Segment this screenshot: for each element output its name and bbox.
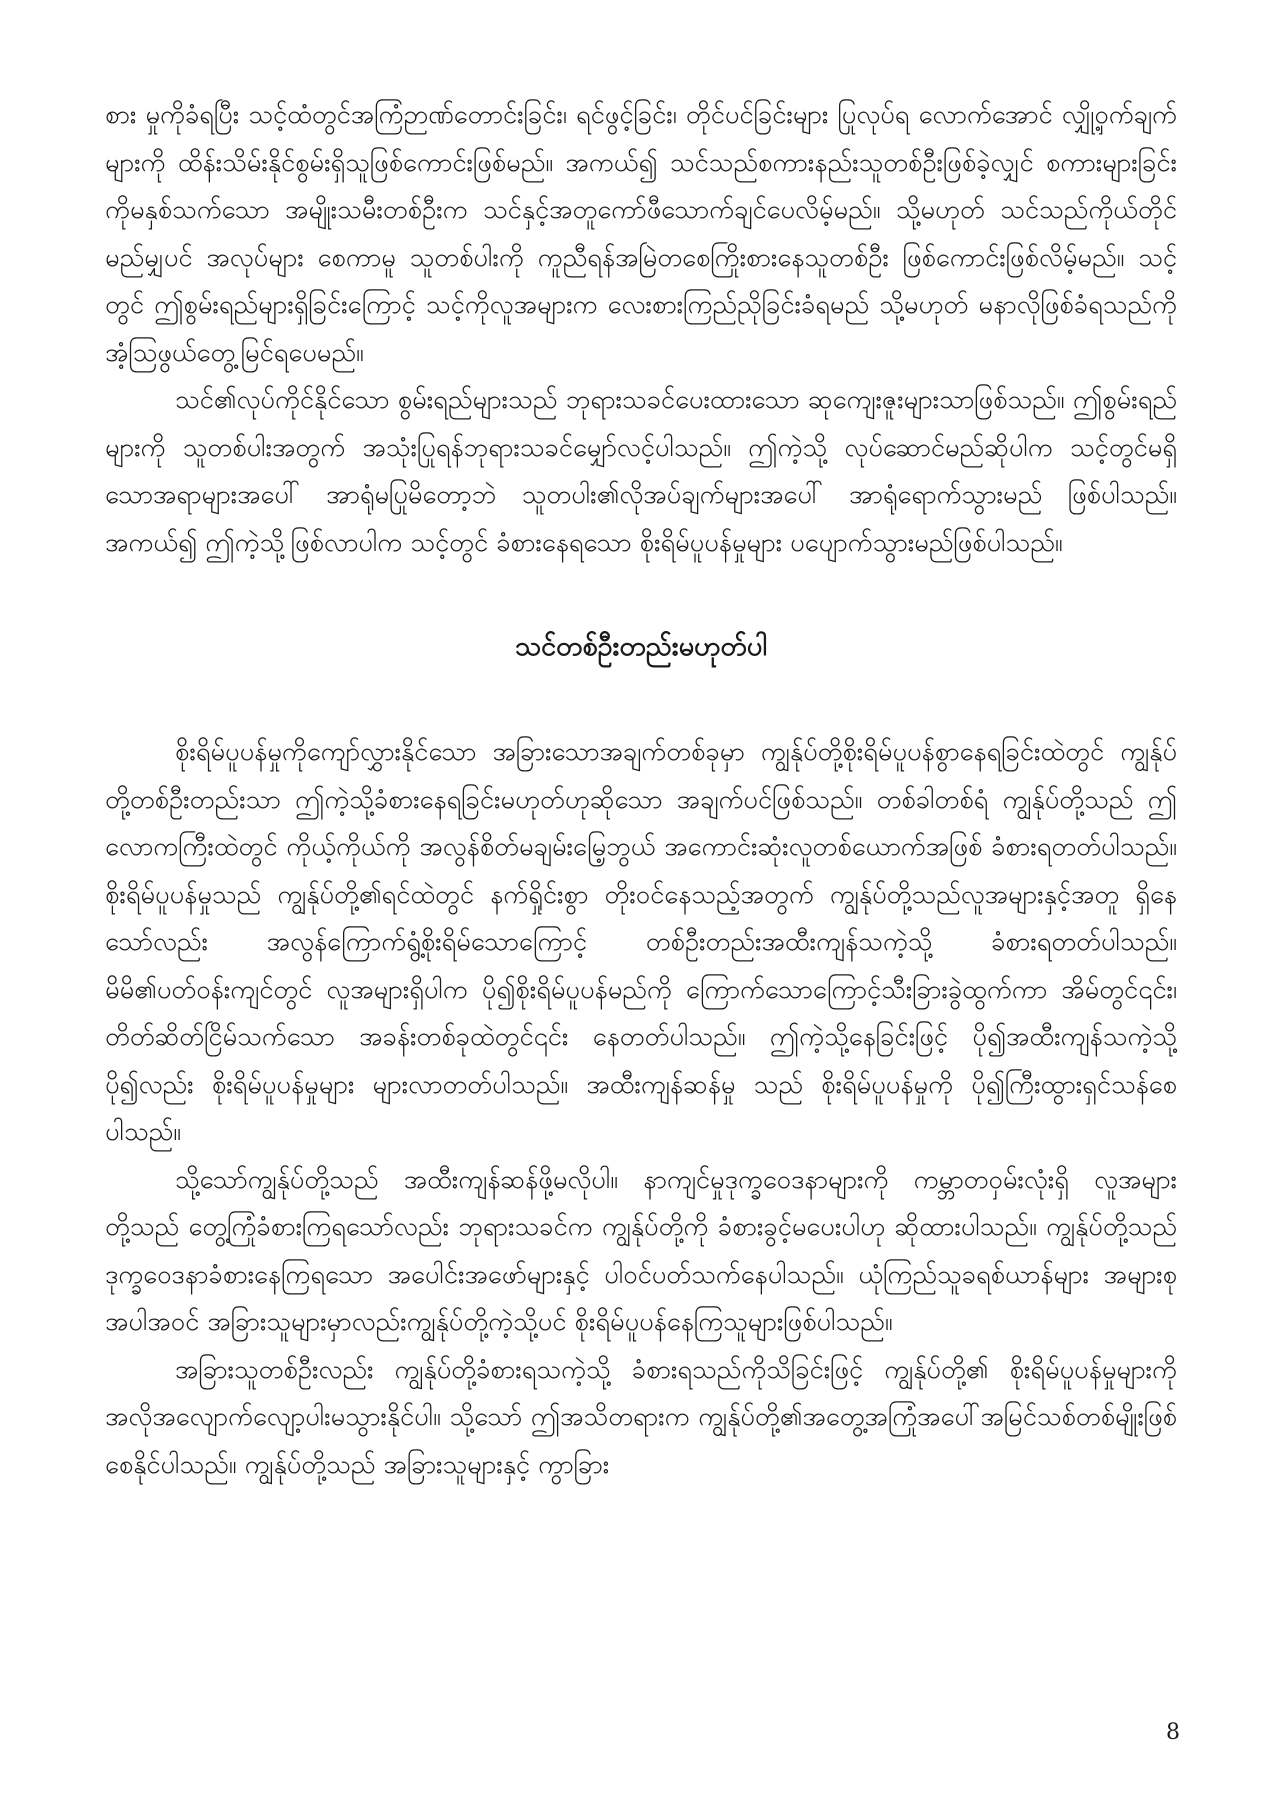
- page-content: [105, 92, 1177, 1489]
- paragraph-2: သင်၏လုပ်ကိုင်နိုင်သော စွမ်းရည်များသည် ဘုရားသခင်ပေးထားသော ဆုကျေးဇူးများသာဖြစ်သည်။ ဤစွမ်းရည်များကို သူတစ်ပါးအတွက် အသုံးပြုရန်ဘုရားသခင်မျှော်လင့်ပါသည်။ ဤကဲ့သို့ လုပ်ဆောင်မည်ဆိုပါက သင့်တွင်မရှိသောအရာများအပေါ် အာရုံမပြုမိတော့ဘဲ သူတပါး၏လိုအပ်ချက်များအပေါ် အာရုံရောက်သွားမည် ဖြစ်ပါသည်။ အကယ်၍ ဤကဲ့သို့ဖြစ်လာပါက သင့်တွင် ခံစားနေရသော စိုးရိမ်ပူပန်မှုများ ပပျောက်သွားမည်ဖြစ်ပါသည်။: [105, 385, 1177, 558]
- paragraph-5: အခြားသူတစ်ဦးလည်း ကျွန်ုပ်တို့ခံစားရသကဲ့သို့ ခံစားရသည်ကိုသိခြင်းဖြင့် ကျွန်ုပ်တို့၏ စိုးရိမ်ပူပန်မှုများကို အလိုအလျောက်လျော့ပါးမသွားနိုင်ပါ။ သို့သော် ဤအသိတရားက ကျွန်ုပ်တို့၏အတွေ့အကြုံအပေါ်အမြင်သစ်တစ်မျိုးဖြစ်စေနိုင်ပါသည်။ ကျွန်ုပ်တို့သည် အခြားသူများနှင့် ကွာခြား: [105, 1354, 1177, 1480]
- section-heading: သင်တစ်ဦးတည်းမဟုတ်ပါ: [515, 631, 767, 662]
- paragraph-4: သို့သော်ကျွန်ုပ်တို့သည် အထီးကျန်ဆန်ဖို့မလိုပါ။ နာကျင်မှုဒုက္ခဝေဒနာများကို ကမ္ဘာတဝှမ်းလုံးရှိ လူအများတို့သည် တွေ့ကြုံခံစားကြရသော်လည်း ဘုရားသခင်က ကျွန်ုပ်တို့ကို ခံစားခွင့်မပေးပါဟု ဆိုထားပါသည်။ ကျွန်ုပ်တို့သည် ဒုက္ခဝေဒနာခံစားနေကြရသော အပေါင်းအဖော်များနှင့် ပါဝင်ပတ်သက်နေပါသည်။ ယုံကြည်သူခရစ်ယာန်များ အများစုအပါအဝင် အခြားသူများမှာလည်းကျွန်ုပ်တို့ကဲ့သို့ပင် စိုးရိမ်ပူပန်နေကြသူများဖြစ်ပါသည်။: [105, 1164, 1177, 1337]
- paragraph-3: စိုးရိမ်ပူပန်မှုကိုကျော်လွှားနိုင်သော အခြားသောအချက်တစ်ခုမှာ ကျွန်ုပ်တို့စိုးရိမ်ပူပန်စွာနေရခြင်းထဲတွင် ကျွန်ုပ်တို့တစ်ဦးတည်းသာ ဤကဲ့သို့ခံစားနေရခြင်းမဟုတ်ဟုဆိုသော အချက်ပင်ဖြစ်သည်။ တစ်ခါတစ်ရံ ကျွန်ုပ်တို့သည် ဤလောကကြီးထဲတွင် ကိုယ့်ကိုယ်ကို အလွန်စိတ်မချမ်းမြေ့ဘွယ် အကောင်းဆုံးလူတစ်ယောက်အဖြစ် ခံစားရတတ်ပါသည်။ စိုးရိမ်ပူပန်မှုသည် ကျွန်ုပ်တို့၏ရင်ထဲတွင် နက်ရှိုင်းစွာ တိုးဝင်နေသည့်အတွက် ကျွန်ုပ်တို့သည်လူအများနှင့်အတူ ရှိနေသော်လည်း အလွန်ကြောက်ရွံ့စိုးရိမ်သောကြောင့် တစ်ဦးတည်းအထီးကျန်သကဲ့သို့ ခံစားရတတ်ပါသည်။ မိမိ၏ပတ်ဝန်းကျင်တွင် လူအများရှိပါက ပို၍စိုးရိမ်ပူပန်မည်ကို ကြောက်သောကြောင့်သီးခြားခွဲထွက်ကာ အိမ်တွင်၎င်း၊ တိတ်ဆိတ်ငြိမ်သက်သော အခန်းတစ်ခုထဲတွင်၎င်း နေတတ်ပါသည်။ ဤကဲ့သို့နေခြင်းဖြင့် ပို၍အထီးကျန်သကဲ့သို့ ပို၍လည်း စိုးရိမ်ပူပန်မှုများ များလာတတ်ပါသည်။ အထီးကျန်ဆန်မှု သည် စိုးရိမ်ပူပန်မှုကို ပို၍ကြီးထွားရှင်သန်စေပါသည်။: [105, 737, 1177, 1147]
- page-number: 8: [1166, 1720, 1180, 1745]
- paragraph-1: စား မှုကိုခံရပြီး သင့်ထံတွင်အကြံဉာဏ်တောင်းခြင်း၊ ရင်ဖွင့်ခြင်း၊ တိုင်ပင်ခြင်းများ ပြုလုပ်ရ လောက်အောင် လျှို့ဝှက်ချက်များကို ထိန်းသိမ်းနိုင်စွမ်းရှိသူဖြစ်ကောင်းဖြစ်မည်။ အကယ်၍ သင်သည်စကားနည်းသူတစ်ဦးဖြစ်ခဲ့လျှင် စကားများခြင်းကိုမနှစ်သက်သော အမျိုးသမီးတစ်ဦးက သင်နှင့်အတူကော်ဖီသောက်ချင်ပေလိမ့်မည်။ သို့မဟုတ် သင်သည်ကိုယ်တိုင်မည်မျှပင် အလုပ်များ စေကာမူ သူတစ်ပါးကို ကူညီရန်အမြဲတစေကြိုးစားနေသူတစ်ဦး ဖြစ်ကောင်းဖြစ်လိမ့်မည်။ သင့်တွင် ဤစွမ်းရည်များရှိခြင်းကြောင့် သင့်ကိုလူအများက လေးစားကြည်ညိုခြင်းခံရမည် သို့မဟုတ် မနာလိုဖြစ်ခံရသည်ကို အံ့သြဖွယ်တွေ့မြင်ရပေမည်။: [105, 100, 1177, 368]
